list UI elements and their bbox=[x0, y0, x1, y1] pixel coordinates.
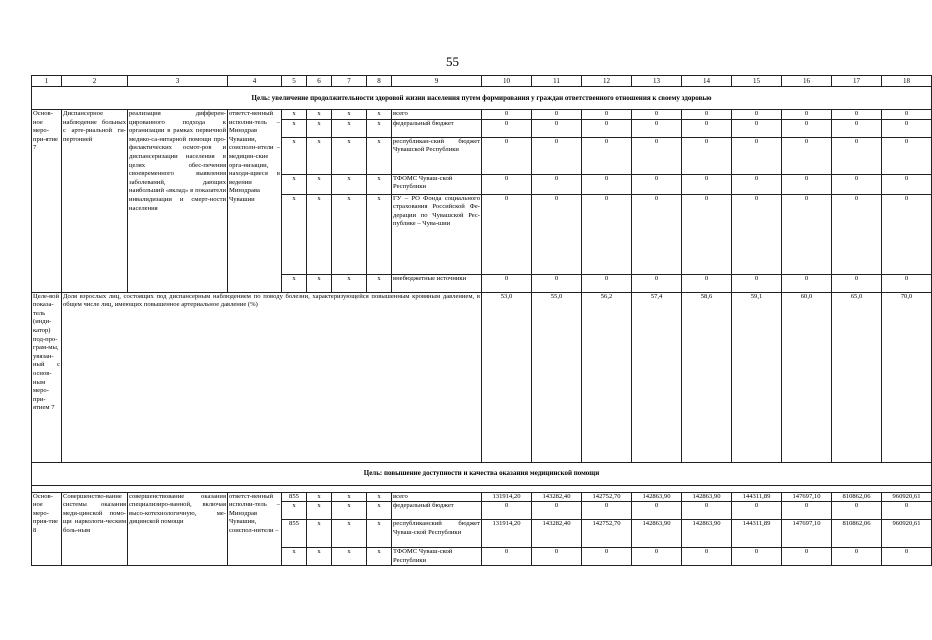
value-cell: 0 bbox=[782, 274, 832, 292]
value-cell: 0 bbox=[682, 137, 732, 174]
value-cell: 131914,20 bbox=[482, 520, 532, 548]
value-cell: 0 bbox=[632, 110, 682, 120]
code-cell: x bbox=[367, 174, 392, 194]
col-header: 16 bbox=[782, 76, 832, 87]
budget-table bbox=[31, 75, 932, 566]
funding-source: внебюджетные источники bbox=[392, 274, 482, 292]
value-cell: 142863,90 bbox=[682, 492, 732, 502]
event7-description: реализация дифферен-цированного подхода к организации в рамках первичной медико-са-нитарной помощи про-филактических осмот-ров и диспансеризации населения в целях обес-печения своевременного выявления заболеваний, дающих наибольший «вклад» в показатели инвалидизации и смерт-ности населения bbox=[128, 110, 228, 293]
code-cell: x bbox=[282, 174, 307, 194]
code-cell: x bbox=[367, 137, 392, 174]
code-cell: x bbox=[367, 502, 392, 520]
goal-2-heading: Цель: повышение доступности и качества оказания медицинской помощи bbox=[32, 462, 932, 485]
value-cell: 0 bbox=[632, 119, 682, 137]
value-cell: 0 bbox=[632, 502, 682, 520]
code-cell: x bbox=[307, 520, 332, 548]
code-cell: x bbox=[307, 492, 332, 502]
value-cell: 144311,89 bbox=[732, 520, 782, 548]
indicator-type: Целе-вой показа-тель (инди-катор) под-про-грам-мы, увязан-ный с основ-ным меро-при-ятием 7 bbox=[32, 292, 62, 462]
code-cell: x bbox=[307, 119, 332, 137]
column-header-row bbox=[32, 76, 932, 87]
code-cell: x bbox=[282, 194, 307, 274]
code-cell: x bbox=[282, 110, 307, 120]
value-cell: 810862,06 bbox=[832, 492, 882, 502]
value-cell: 144311,89 bbox=[732, 492, 782, 502]
funding-source: всего bbox=[392, 110, 482, 120]
col-header: 7 bbox=[332, 76, 367, 87]
col-header: 12 bbox=[582, 76, 632, 87]
value-cell: 0 bbox=[732, 119, 782, 137]
value-cell: 0 bbox=[632, 174, 682, 194]
event8-name: Совершенство-вание системы оказания меди-цинской помо-щи наркологи-ческим боль-ным bbox=[62, 492, 128, 566]
funding-source: ТФОМС Чуваш-ской Республики bbox=[392, 174, 482, 194]
funding-source: всего bbox=[392, 492, 482, 502]
value-cell: 0 bbox=[882, 502, 932, 520]
value-cell: 0 bbox=[832, 119, 882, 137]
indicator-value: 55,0 bbox=[532, 292, 582, 462]
value-cell: 0 bbox=[732, 502, 782, 520]
value-cell: 147697,10 bbox=[782, 520, 832, 548]
value-cell: 0 bbox=[582, 502, 632, 520]
event7-name: Диспансерное наблюдение больных с арте-риальной ги-пертонией bbox=[62, 110, 128, 293]
code-cell: x bbox=[367, 274, 392, 292]
value-cell: 143282,40 bbox=[532, 520, 582, 548]
value-cell: 0 bbox=[582, 548, 632, 566]
funding-source: федеральный бюджет bbox=[392, 502, 482, 520]
value-cell: 0 bbox=[832, 274, 882, 292]
code-cell: 855 bbox=[282, 492, 307, 502]
value-cell: 0 bbox=[482, 137, 532, 174]
value-cell: 0 bbox=[882, 174, 932, 194]
value-cell: 0 bbox=[532, 548, 582, 566]
value-cell: 142752,70 bbox=[582, 520, 632, 548]
code-cell: x bbox=[367, 492, 392, 502]
code-cell: x bbox=[332, 548, 367, 566]
value-cell: 0 bbox=[682, 548, 732, 566]
value-cell: 0 bbox=[732, 274, 782, 292]
code-cell: x bbox=[282, 119, 307, 137]
value-cell: 0 bbox=[782, 137, 832, 174]
value-cell: 142752,70 bbox=[582, 492, 632, 502]
indicator-value: 58,6 bbox=[682, 292, 732, 462]
value-cell: 0 bbox=[532, 174, 582, 194]
code-cell: x bbox=[282, 137, 307, 174]
col-header: 9 bbox=[392, 76, 482, 87]
event8-executor: ответст-венный исполни-тель – Минздрав Чувашии, соиспол-нители – bbox=[228, 492, 282, 566]
code-cell: x bbox=[332, 110, 367, 120]
funding-source: федеральный бюджет bbox=[392, 119, 482, 137]
value-cell: 0 bbox=[482, 110, 532, 120]
value-cell: 0 bbox=[882, 110, 932, 120]
col-header: 18 bbox=[882, 76, 932, 87]
code-cell: x bbox=[367, 110, 392, 120]
goal-row bbox=[32, 87, 932, 110]
value-cell: 0 bbox=[632, 274, 682, 292]
col-header: 6 bbox=[307, 76, 332, 87]
funding-source: республиканский бюджет Чуваш-ской Республики bbox=[392, 520, 482, 548]
value-cell: 0 bbox=[682, 110, 732, 120]
code-cell: x bbox=[307, 110, 332, 120]
value-cell: 0 bbox=[732, 110, 782, 120]
value-cell: 0 bbox=[582, 194, 632, 274]
code-cell: x bbox=[282, 274, 307, 292]
value-cell: 0 bbox=[582, 119, 632, 137]
value-cell: 0 bbox=[632, 548, 682, 566]
code-cell: x bbox=[307, 548, 332, 566]
event7-type: Основ-ное меро-при-ятие 7 bbox=[32, 110, 62, 293]
value-cell: 0 bbox=[882, 194, 932, 274]
code-cell: x bbox=[307, 274, 332, 292]
indicator-value: 56,2 bbox=[582, 292, 632, 462]
value-cell: 0 bbox=[632, 137, 682, 174]
code-cell: x bbox=[332, 520, 367, 548]
code-cell: x bbox=[332, 502, 367, 520]
code-cell: x bbox=[332, 274, 367, 292]
value-cell: 0 bbox=[532, 274, 582, 292]
goal-row bbox=[32, 462, 932, 485]
code-cell: x bbox=[307, 137, 332, 174]
event8-description: совершенствование оказания специализиро-ванной, включая высо-котехнологичную, ме-дицинской помощи bbox=[128, 492, 228, 566]
value-cell: 0 bbox=[832, 110, 882, 120]
funding-source: республикан-ский бюджет Чувашской Республики bbox=[392, 137, 482, 174]
value-cell: 147697,10 bbox=[782, 492, 832, 502]
code-cell: x bbox=[282, 502, 307, 520]
value-cell: 0 bbox=[532, 119, 582, 137]
col-header: 8 bbox=[367, 76, 392, 87]
code-cell: x bbox=[307, 194, 332, 274]
value-cell: 0 bbox=[582, 174, 632, 194]
page-number: 55 bbox=[446, 54, 459, 69]
value-cell: 0 bbox=[832, 174, 882, 194]
value-cell: 0 bbox=[782, 194, 832, 274]
value-cell: 0 bbox=[882, 274, 932, 292]
value-cell: 0 bbox=[882, 548, 932, 566]
value-cell: 0 bbox=[882, 119, 932, 137]
value-cell: 0 bbox=[782, 174, 832, 194]
code-cell: x bbox=[367, 548, 392, 566]
value-cell: 0 bbox=[582, 137, 632, 174]
indicator-value: 59,1 bbox=[732, 292, 782, 462]
value-cell: 0 bbox=[482, 502, 532, 520]
value-cell: 0 bbox=[482, 174, 532, 194]
code-cell: x bbox=[307, 174, 332, 194]
indicator-value: 53,0 bbox=[482, 292, 532, 462]
value-cell: 0 bbox=[832, 548, 882, 566]
value-cell: 0 bbox=[782, 548, 832, 566]
value-cell: 0 bbox=[832, 194, 882, 274]
value-cell: 0 bbox=[482, 548, 532, 566]
value-cell: 0 bbox=[782, 502, 832, 520]
code-cell: 855 bbox=[282, 520, 307, 548]
col-header: 13 bbox=[632, 76, 682, 87]
value-cell: 0 bbox=[582, 274, 632, 292]
value-cell: 131914,20 bbox=[482, 492, 532, 502]
code-cell: x bbox=[332, 194, 367, 274]
value-cell: 0 bbox=[682, 274, 732, 292]
col-header: 3 bbox=[128, 76, 228, 87]
value-cell: 0 bbox=[682, 119, 732, 137]
col-header: 10 bbox=[482, 76, 532, 87]
value-cell: 0 bbox=[532, 137, 582, 174]
value-cell: 0 bbox=[532, 502, 582, 520]
funding-source: ТФОМС Чуваш-ской Республики bbox=[392, 548, 482, 566]
value-cell: 0 bbox=[882, 137, 932, 174]
code-cell: x bbox=[282, 548, 307, 566]
value-cell: 0 bbox=[732, 174, 782, 194]
event7-row-total bbox=[32, 110, 932, 120]
value-cell: 0 bbox=[482, 119, 532, 137]
value-cell: 0 bbox=[632, 194, 682, 274]
indicator-value: 57,4 bbox=[632, 292, 682, 462]
code-cell: x bbox=[367, 520, 392, 548]
value-cell: 0 bbox=[482, 194, 532, 274]
value-cell: 0 bbox=[732, 548, 782, 566]
spacer-row bbox=[32, 485, 932, 492]
value-cell: 142863,90 bbox=[632, 492, 682, 502]
col-header: 4 bbox=[228, 76, 282, 87]
value-cell: 0 bbox=[532, 194, 582, 274]
col-header: 11 bbox=[532, 76, 582, 87]
indicator-value: 60,0 bbox=[782, 292, 832, 462]
event8-row-total bbox=[32, 492, 932, 502]
event8-type: Основ-ное меро-прия-тие 8 bbox=[32, 492, 62, 566]
col-header: 5 bbox=[282, 76, 307, 87]
code-cell: x bbox=[332, 492, 367, 502]
value-cell: 960920,61 bbox=[882, 492, 932, 502]
code-cell: x bbox=[332, 119, 367, 137]
col-header: 1 bbox=[32, 76, 62, 87]
value-cell: 960920,61 bbox=[882, 520, 932, 548]
code-cell: x bbox=[332, 174, 367, 194]
value-cell: 0 bbox=[682, 502, 732, 520]
value-cell: 0 bbox=[482, 274, 532, 292]
col-header: 15 bbox=[732, 76, 782, 87]
col-header: 17 bbox=[832, 76, 882, 87]
indicator-value: 70,0 bbox=[882, 292, 932, 462]
value-cell: 0 bbox=[732, 137, 782, 174]
value-cell: 0 bbox=[832, 502, 882, 520]
code-cell: x bbox=[367, 194, 392, 274]
code-cell: x bbox=[332, 137, 367, 174]
value-cell: 142863,90 bbox=[682, 520, 732, 548]
value-cell: 0 bbox=[782, 119, 832, 137]
code-cell: x bbox=[367, 119, 392, 137]
value-cell: 810862,06 bbox=[832, 520, 882, 548]
funding-source: ГУ – РО Фонда социального страхования Российской Фе-дерации по Чувашской Рес-публике – Чува-шии bbox=[392, 194, 482, 274]
value-cell: 0 bbox=[832, 137, 882, 174]
goal-1-heading: Цель: увеличение продолжительности здоровой жизни населения путем формирования у граждан ответственного отношения к своему здоровью bbox=[32, 87, 932, 110]
value-cell: 0 bbox=[532, 110, 582, 120]
value-cell: 142863,90 bbox=[632, 520, 682, 548]
value-cell: 0 bbox=[682, 174, 732, 194]
event7-executor: ответст-венный исполни-тель – Минздрав Чувашии, соисполн-ители – медицин-ские орга-низации, находя-щиеся в ведении Минздрава Чувашии bbox=[228, 110, 282, 293]
col-header: 14 bbox=[682, 76, 732, 87]
indicator-row bbox=[32, 292, 932, 462]
indicator-text: Доля взрослых лиц, состоящих под диспансерным наблюдением по поводу болезни, характеризующейся повышенным кровяным давлением, в общем числе лиц, имеющих повышенное артериальное давление (%) bbox=[62, 292, 482, 462]
value-cell: 0 bbox=[582, 110, 632, 120]
value-cell: 0 bbox=[682, 194, 732, 274]
value-cell: 143282,40 bbox=[532, 492, 582, 502]
col-header: 2 bbox=[62, 76, 128, 87]
value-cell: 0 bbox=[782, 110, 832, 120]
code-cell: x bbox=[307, 502, 332, 520]
value-cell: 0 bbox=[732, 194, 782, 274]
indicator-value: 65,0 bbox=[832, 292, 882, 462]
